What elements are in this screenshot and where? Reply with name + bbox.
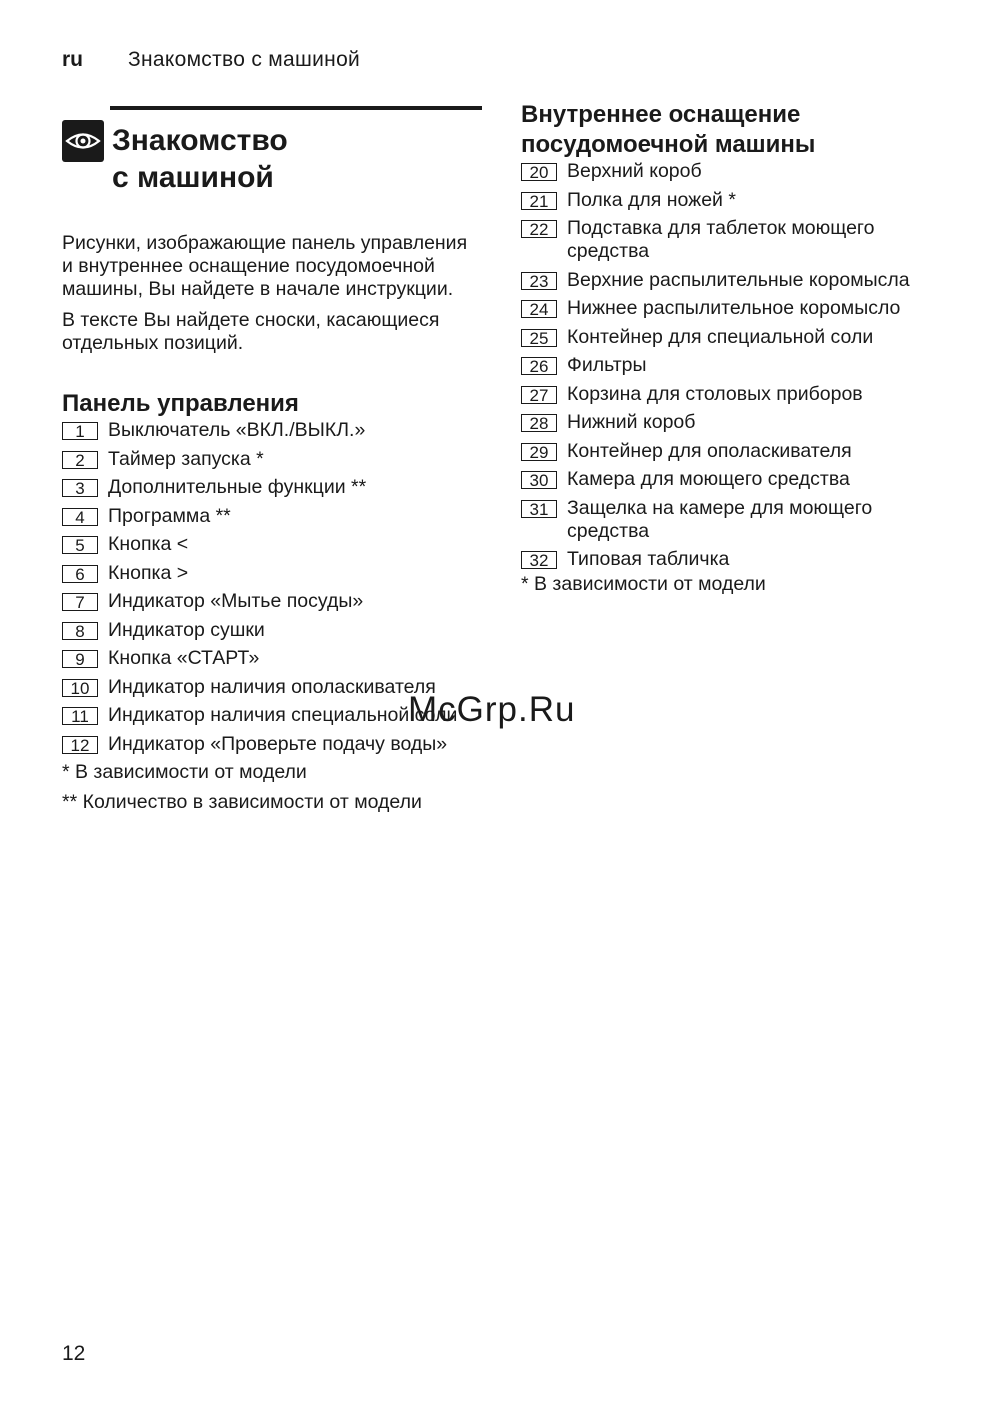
item-number-box: 9: [62, 650, 98, 668]
list-item: [521, 189, 941, 212]
list-item: [62, 419, 482, 442]
list-item: [521, 354, 941, 377]
item-label: Программа **: [108, 504, 231, 527]
main-title-line1: Знакомство: [112, 124, 288, 157]
list-item: [521, 269, 941, 292]
item-label: Индикатор «Проверьте подачу воды»: [108, 732, 448, 755]
item-label: Типовая табличка: [567, 548, 730, 570]
footnote-model: * В зависимости от модели: [62, 761, 307, 783]
item-label: Нижний короб: [567, 411, 696, 433]
item-number-box: 5: [62, 536, 98, 554]
item-label: Верхние распылительные коромысла: [567, 268, 910, 291]
item-number-box: 23: [521, 272, 557, 290]
list-item: [62, 619, 482, 642]
eye-icon: [62, 120, 104, 162]
list-item: [521, 411, 941, 434]
right-column: [521, 100, 941, 596]
intro-paragraph-1: Рисунки, изображающие панель управления и внутреннее оснащение посудомоечной машины, Вы найдете в начале инструкции.: [62, 232, 468, 300]
item-number-box: 3: [62, 479, 98, 497]
item-number-box: 28: [521, 414, 557, 432]
item-number-box: 7: [62, 593, 98, 611]
list-item: [521, 217, 941, 263]
item-label: Кнопка <: [108, 533, 189, 555]
item-label: Фильтры: [567, 354, 647, 376]
item-label: Индикатор наличия специальной соли: [108, 704, 458, 726]
item-number-box: 4: [62, 508, 98, 526]
item-label: Корзина для столовых приборов: [567, 382, 863, 405]
list-item: [62, 647, 482, 670]
list-item: [62, 533, 482, 556]
item-label: Контейнер для ополаскивателя: [567, 439, 852, 462]
item-number-box: 1: [62, 422, 98, 440]
item-label: Индикатор «Мытье посуды»: [108, 590, 364, 612]
item-number-box: 20: [521, 163, 557, 181]
item-label: Кнопка >: [108, 561, 189, 584]
language-code: ru: [62, 48, 83, 71]
list-item: [62, 476, 482, 499]
list-item: [521, 383, 941, 406]
item-label: Верхний короб: [567, 160, 702, 182]
item-number-box: 2: [62, 451, 98, 469]
page-header: [62, 48, 360, 72]
inner-title-line1: Внутреннее оснащение: [521, 101, 801, 128]
item-label: Кнопка «СТАРТ»: [108, 647, 260, 669]
item-number-box: 8: [62, 622, 98, 640]
section-rule: [110, 106, 482, 110]
item-number-box: 6: [62, 565, 98, 583]
item-number-box: 10: [62, 679, 98, 697]
item-label: Индикатор наличия ополаскивателя: [108, 675, 436, 698]
item-label: Таймер запуска *: [108, 447, 264, 470]
section-title-block: [62, 114, 482, 196]
item-number-box: 21: [521, 192, 557, 210]
list-item: [521, 160, 941, 183]
item-number-box: 30: [521, 471, 557, 489]
list-item: [521, 440, 941, 463]
item-label: Индикатор сушки: [108, 618, 265, 641]
item-number-box: 32: [521, 551, 557, 569]
list-item: [62, 590, 482, 613]
list-item: [521, 468, 941, 491]
watermark: McGrp.Ru: [408, 690, 576, 729]
item-label: Контейнер для специальной соли: [567, 325, 874, 348]
item-number-box: 31: [521, 500, 557, 518]
item-label: Выключатель «ВКЛ./ВЫКЛ.»: [108, 419, 366, 441]
item-number-box: 25: [521, 329, 557, 347]
list-item: [62, 562, 482, 585]
footnote-model-inner: * В зависимости от модели: [521, 572, 766, 595]
list-item: [521, 548, 941, 571]
list-item: [521, 297, 941, 320]
main-title-line2: с машиной: [112, 161, 274, 194]
item-number-box: 11: [62, 707, 98, 725]
item-number-box: 27: [521, 386, 557, 404]
item-number-box: 24: [521, 300, 557, 318]
header-title: Знакомство с машиной: [128, 48, 361, 71]
list-item: [62, 733, 482, 756]
inner-section-title: [521, 100, 941, 160]
page-number: 12: [62, 1342, 86, 1365]
item-number-box: 29: [521, 443, 557, 461]
panel-section-title: Панель управления: [62, 390, 299, 417]
item-label: Подставка для таблеток моющего средства: [567, 217, 875, 262]
item-label: Полка для ножей *: [567, 188, 736, 211]
list-item: [62, 448, 482, 471]
item-number-box: 22: [521, 220, 557, 238]
item-label: Дополнительные функции **: [108, 476, 367, 498]
intro-paragraph-2: В тексте Вы найдете сноски, касающиеся отдельных позиций.: [62, 309, 440, 354]
list-item: [521, 497, 941, 543]
item-label: Нижнее распылительное коромысло: [567, 297, 901, 319]
item-label: Защелка на камере для моющего средства: [567, 496, 873, 542]
item-label: Камера для моющего средства: [567, 468, 850, 490]
item-number-box: 26: [521, 357, 557, 375]
item-number-box: 12: [62, 736, 98, 754]
list-item: [521, 326, 941, 349]
inner-title-line2: посудомоечной машины: [521, 131, 816, 158]
footnote-quantity: ** Количество в зависимости от модели: [62, 791, 422, 813]
list-item: [62, 505, 482, 528]
main-title: [112, 114, 482, 196]
inner-item-list: [521, 160, 941, 571]
